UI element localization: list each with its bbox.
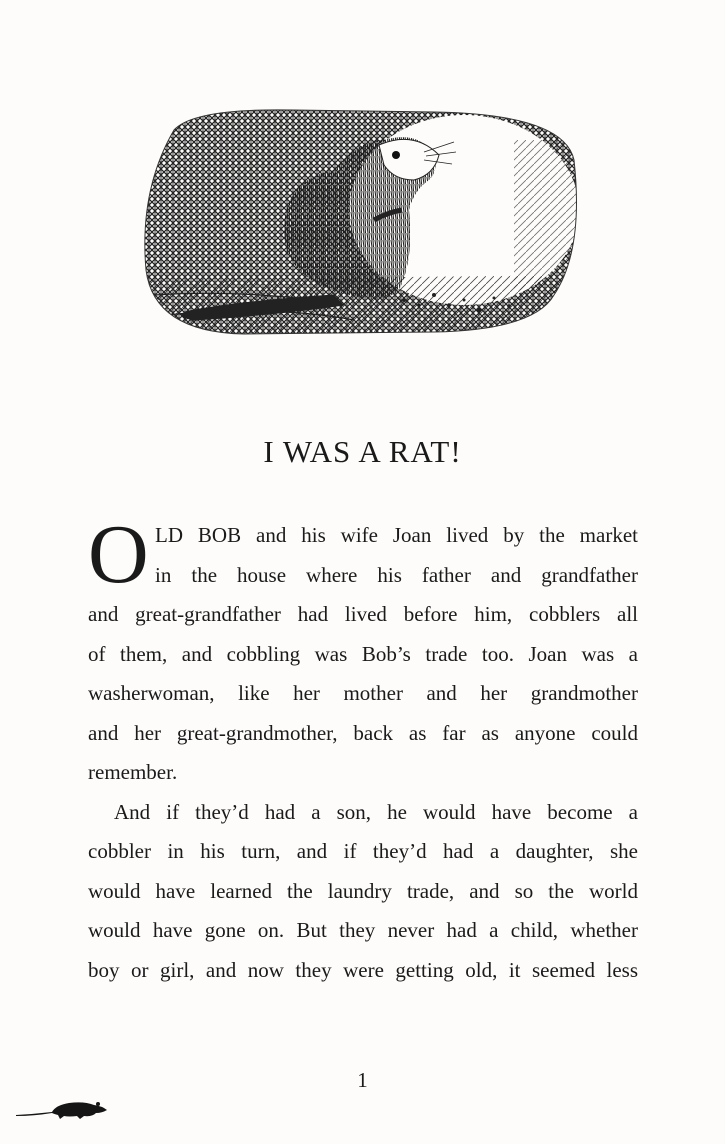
text-line: washerwoman, like her mother and her grandmother [88,681,638,705]
text-line: would have learned the laundry trade, and so the world [88,878,638,903]
chapter-title: I WAS A RAT! [263,434,462,469]
chapter-text [88,508,638,990]
text-line: remember. [88,760,178,784]
text-line: and great-grandfather had lived before him, cobblers all [88,602,638,626]
text-line: LD BOB and his wife Joan lived by the market [155,523,638,547]
text-line: would have gone on. But they never had a child, whether [88,918,638,942]
text-line: in the house where his father and grandfather [155,562,638,587]
page-number: 1 [357,1068,368,1092]
rat-icon [14,1095,110,1123]
text-line: boy or girl, and now they were getting old, it seemed less [88,957,638,982]
text-line: and her great-grandmother, back as far as anyone could [88,720,638,745]
text-line: cobbler in his turn, and if they’d had a daughter, she [88,839,638,863]
drop-cap: O [88,508,149,601]
text-line: And if they’d had a son, he would have become a [114,799,638,824]
text-line: of them, and cobbling was Bob’s trade too. Joan was a [88,641,638,666]
opening-paragraph-start [88,508,638,601]
rat-illustration [134,100,589,350]
